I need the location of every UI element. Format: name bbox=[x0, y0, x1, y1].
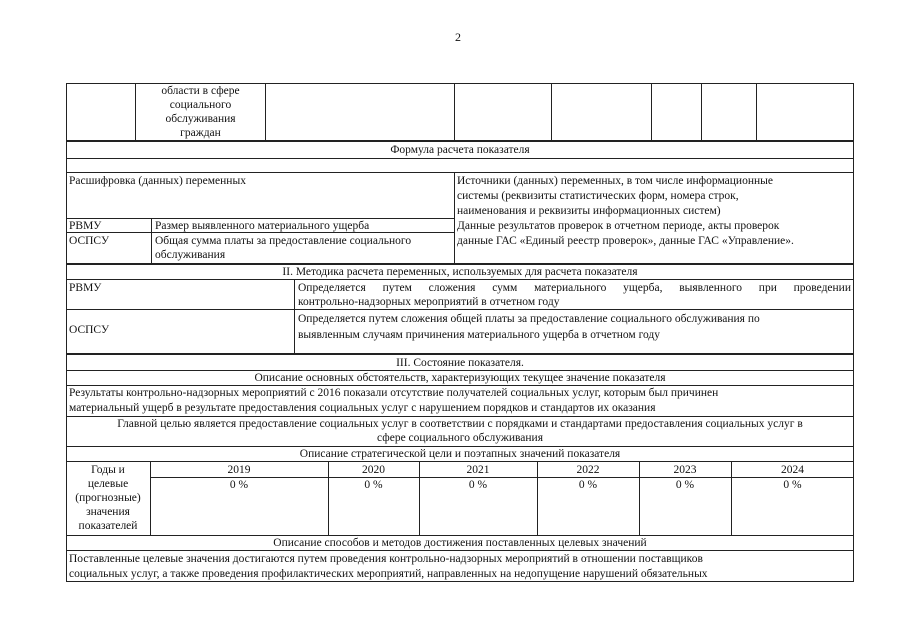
value-2021: 0 % bbox=[468, 479, 488, 491]
methods-line-1: Поставленные целевые значения достигаются путем проведения контрольно-надзорных мероприятий в отношении поставщиков bbox=[69, 553, 703, 565]
value-2020: 0 % bbox=[364, 479, 383, 491]
targets-label-line-3: (прогнозные) bbox=[75, 492, 141, 504]
method-row-1-line-1: Определяется путем сложения сумм материального ущерба, выявленного при проведении bbox=[298, 282, 851, 294]
year-2023: 2023 bbox=[673, 464, 697, 476]
formula-header: Формула расчета показателя bbox=[390, 144, 530, 156]
targets-label-line-2: целевые bbox=[87, 478, 129, 490]
value-2024: 0 % bbox=[783, 479, 802, 491]
top-cell-line-4: граждан bbox=[180, 127, 221, 139]
method-row-2-line-1: Определяется путем сложения общей платы за предоставление социального обслуживания по bbox=[298, 313, 760, 325]
targets-label-line-4: значения bbox=[86, 506, 130, 518]
year-2020: 2020 bbox=[362, 464, 385, 476]
circumstances-line-2: материальный ущерб в результате предоставления социальных услуг с нарушением порядков и стандартов их оказания bbox=[69, 402, 656, 414]
goal-line-1: Главной целью является предоставление социальных услуг в соответствии с порядками и стандартами предоставления социальных услуг в bbox=[117, 418, 803, 430]
top-cell-line-1: области в сфере bbox=[161, 85, 240, 97]
var-row-2-name-line-1: Общая сумма платы за предоставление социального bbox=[155, 235, 412, 247]
var-row-2-source: данные ГАС «Единый реестр проверок», данные ГАС «Управление». bbox=[457, 235, 794, 247]
targets-label-line-1: Годы и bbox=[91, 464, 125, 476]
var-row-1-name: Размер выявленного материального ущерба bbox=[155, 220, 370, 232]
year-2022: 2022 bbox=[576, 464, 600, 476]
value-2023: 0 % bbox=[675, 479, 695, 491]
var-row-1-code: РВМУ bbox=[69, 220, 102, 232]
targets-header: Описание стратегической цели и поэтапных значений показателя bbox=[299, 448, 621, 460]
goal-line-2: сфере социального обслуживания bbox=[377, 432, 543, 444]
year-2021: 2021 bbox=[466, 464, 490, 476]
targets-label-line-5: показателей bbox=[78, 520, 138, 532]
variables-right-header-line-1: Источники (данных) переменных, в том числе информационные bbox=[457, 175, 773, 187]
section-2-title: II. Методика расчета переменных, используемых для расчета показателя bbox=[282, 266, 638, 278]
circumstances-header: Описание основных обстоятельств, характеризующих текущее значение показателя bbox=[254, 372, 666, 384]
var-row-1-source: Данные результатов проверок в отчетном периоде, акты проверок bbox=[457, 220, 780, 232]
methods-line-2: социальных услуг, а также проведения профилактических мероприятий, направленных на недопущение нарушений обязательных bbox=[69, 568, 708, 580]
year-2019: 2019 bbox=[227, 464, 251, 476]
section-3-title: III. Состояние показателя. bbox=[396, 357, 524, 369]
var-row-2-name-line-2: обслуживания bbox=[155, 249, 226, 261]
method-row-2-code: ОСПСУ bbox=[69, 324, 110, 336]
method-row-2-line-2: выявленным случаям причинения материального ущерба в отчетном году bbox=[298, 329, 661, 341]
page-number: 2 bbox=[455, 30, 461, 44]
top-cell-line-2: социального bbox=[169, 99, 232, 111]
methods-header: Описание способов и методов достижения поставленных целевых значений bbox=[273, 537, 647, 549]
var-row-2-code: ОСПСУ bbox=[69, 235, 110, 247]
variables-right-header-line-3: наименования и реквизиты информационных систем) bbox=[457, 205, 721, 217]
variables-left-header: Расшифровка (данных) переменных bbox=[69, 175, 246, 187]
variables-right-header-line-2: системы (реквизиты статистических форм, номера строк, bbox=[457, 190, 739, 202]
circumstances-line-1: Результаты контрольно-надзорных мероприятий с 2016 показали отсутствие получателей социальных услуг, которым был причинен bbox=[69, 387, 719, 399]
method-row-1-code: РВМУ bbox=[69, 282, 102, 294]
value-2022: 0 % bbox=[578, 479, 598, 491]
value-2019: 0 % bbox=[229, 479, 249, 491]
top-cell-line-3: обслуживания bbox=[165, 113, 236, 125]
year-2024: 2024 bbox=[781, 464, 804, 476]
method-row-1-line-2: контрольно-надзорных мероприятий в отчетном году bbox=[298, 296, 560, 308]
